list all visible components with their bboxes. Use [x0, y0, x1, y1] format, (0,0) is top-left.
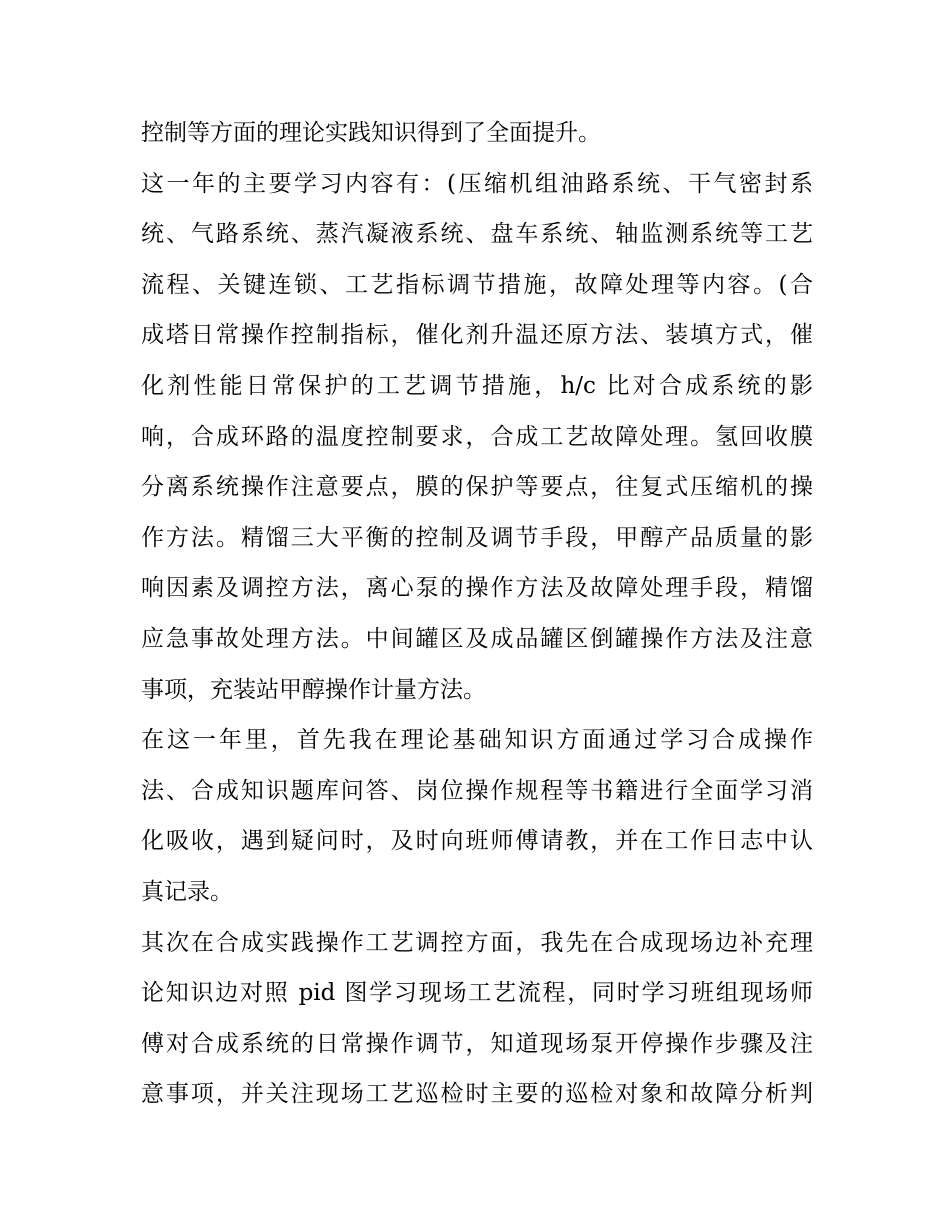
text-line: 成塔日常操作控制指标，催化剂升温还原方法、装填方式，催	[141, 322, 813, 349]
text-line: 分离系统操作注意要点，膜的保护等要点，往复式压缩机的操	[141, 474, 813, 501]
text-line: 流程、关键连锁、工艺指标调节措施，故障处理等内容。(合	[141, 271, 813, 298]
text-line: 傅对合成系统的日常操作调节，知道现场泵开停操作步骤及注	[141, 1030, 813, 1057]
text-line: 化吸收，遇到疑问时，及时向班师傅请教，并在工作日志中认	[141, 828, 813, 855]
text-line: 作方法。精馏三大平衡的控制及调节手段，甲醇产品质量的影	[141, 524, 813, 551]
text-line: 控制等方面的理论实践知识得到了全面提升。	[141, 120, 601, 146]
text-line: 法、合成知识题库问答、岗位操作规程等书籍进行全面学习消	[141, 777, 813, 804]
text-line: 统、气路系统、蒸汽凝液系统、盘车系统、轴监测系统等工艺	[141, 221, 813, 248]
body-text	[141, 108, 813, 1120]
text-line: 意事项，并关注现场工艺巡检时主要的巡检对象和故障分析判	[141, 1081, 813, 1108]
text-line: 论知识边对照 pid 图学习现场工艺流程，同时学习班组现场师	[141, 980, 813, 1007]
text-line: 应急事故处理方法。中间罐区及成品罐区倒罐操作方法及注意	[141, 625, 813, 652]
text-line: 化剂性能日常保护的工艺调节措施，h/c 比对合成系统的影	[141, 372, 813, 399]
text-line: 事项，充装站甲醇操作计量方法。	[141, 676, 486, 703]
text-line: 响因素及调控方法，离心泵的操作方法及故障处理手段，精馏	[141, 575, 813, 602]
text-line: 响，合成环路的温度控制要求，合成工艺故障处理。氢回收膜	[141, 423, 813, 450]
text-line: 真记录。	[141, 878, 233, 905]
text-line: 这一年的主要学习内容有：(压缩机组油路系统、干气密封系	[141, 170, 813, 197]
text-line: 在这一年里，首先我在理论基础知识方面通过学习合成操作	[141, 727, 813, 754]
text-line: 其次在合成实践操作工艺调控方面，我先在合成现场边补充理	[141, 929, 813, 956]
